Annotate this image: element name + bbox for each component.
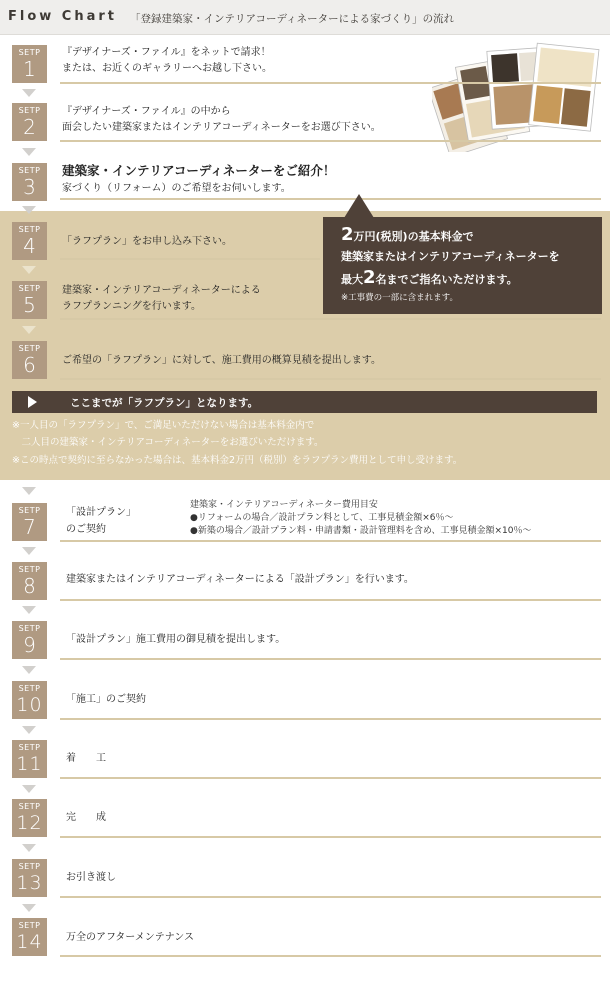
step-1-rule: [60, 82, 601, 84]
step-2-line-2: 面会したい建築家またはインテリアコーディネーターをお選び下さい。: [62, 122, 381, 133]
step-1-text: [62, 45, 272, 77]
step-label: SETP: [18, 921, 41, 930]
flow-arrow-icon: [22, 89, 36, 97]
step-14-rule: [60, 955, 601, 957]
step-label: SETP: [18, 344, 41, 353]
page-subtitle: 「登録建築家・インテリアコーディネーターによる家づくり」の流れ: [130, 13, 455, 25]
step-11-text: 着 工: [66, 753, 106, 764]
step-label: SETP: [18, 624, 41, 633]
step-8-text: 建築家またはインテリアコーディネーターによる「設計プラン」を行います。: [66, 574, 414, 585]
step-13-text: お引き渡し: [66, 872, 116, 883]
step-1-badge: [12, 45, 47, 83]
play-triangle-icon: [28, 396, 37, 408]
step-label: SETP: [18, 106, 41, 115]
callout-fee-number: 2: [341, 224, 354, 245]
callout-max-suffix: 名までご指名いただけます。: [375, 273, 518, 286]
step-number: 11: [16, 753, 43, 775]
flow-arrow-icon: [22, 785, 36, 793]
flow-arrow-icon: [22, 726, 36, 734]
step-number: 7: [23, 515, 36, 539]
callout-pointer: [344, 194, 374, 218]
step-label: SETP: [18, 684, 41, 693]
step-number: 2: [23, 115, 36, 139]
step-label: SETP: [18, 506, 41, 515]
step-5-line-1: 建築家・インテリアコーディネーターによる: [62, 285, 261, 296]
step-12-rule: [60, 836, 601, 838]
callout-line-3: [341, 268, 518, 290]
step-10-rule: [60, 718, 601, 720]
step-6-badge: [12, 341, 47, 379]
flow-arrow-icon: [22, 266, 36, 274]
step-9-rule: [60, 658, 601, 660]
step-label: SETP: [18, 802, 41, 811]
step-label: SETP: [18, 48, 41, 57]
fee-guide-title: 建築家・インテリアコーディネーター費用目安: [190, 500, 378, 510]
step-7-badge: [12, 503, 47, 541]
flow-arrow-icon: [22, 547, 36, 555]
step-1-line-2: または、お近くのギャラリーへお越し下さい。: [62, 63, 272, 74]
callout-line-2: 建築家またはインテリアコーディネーターを: [341, 250, 560, 263]
flow-arrow-icon: [22, 844, 36, 852]
step-number: 5: [23, 293, 36, 317]
flow-arrow-icon: [22, 666, 36, 674]
step-2-line-1: 『デザイナーズ・ファイル』の中から: [62, 106, 231, 117]
note-line-2: 二人目の建築家・インテリアコーディネーターをお選びいただけます。: [12, 437, 324, 448]
callout-note: ※工事費の一部に含まれます。: [341, 293, 458, 303]
step-8-rule: [60, 599, 601, 601]
step-number: 12: [16, 812, 43, 834]
step-number: 9: [23, 633, 36, 657]
flow-arrow-icon: [22, 487, 36, 495]
step-label: SETP: [18, 743, 41, 752]
flow-arrow-icon: [22, 326, 36, 334]
step-number: 3: [23, 175, 36, 199]
step-13-badge: [12, 859, 47, 897]
step-1-line-1: 『デザイナーズ・ファイル』をネットで請求！: [62, 47, 271, 58]
step-11-rule: [60, 777, 601, 779]
step-10-text: 「施工」のご契約: [66, 694, 146, 705]
step-8-badge: [12, 562, 47, 600]
step-9-badge: [12, 621, 47, 659]
step-5-text: [62, 283, 261, 315]
step-4-badge: [12, 222, 47, 260]
step-label: SETP: [18, 862, 41, 871]
step-label: SETP: [18, 225, 41, 234]
step-number: 10: [16, 694, 43, 716]
step-number: 1: [23, 57, 36, 81]
step-6-rule: [60, 378, 601, 380]
step-7-line-2: のご契約: [66, 524, 106, 535]
step-14-text: 万全のアフターメンテナンス: [66, 932, 194, 943]
step-7-rule: [60, 540, 601, 542]
rough-plan-end-bar: [12, 391, 597, 413]
callout-fee-text: 万円(税別)の基本料金で: [353, 230, 474, 243]
step-2-badge: [12, 103, 47, 141]
note-line-3: ※この時点で契約に至らなかった場合は、基本料金2万円（税別）をラフプラン費用として申し受けます。: [12, 455, 463, 466]
step-7-fee-guide: [190, 499, 532, 538]
step-label: SETP: [18, 166, 41, 175]
step-2-text: [62, 104, 381, 136]
step-number: 8: [23, 574, 36, 598]
step-7-text: [66, 504, 136, 538]
callout-line-1: [341, 225, 474, 247]
step-2-rule: [60, 140, 601, 142]
rough-plan-end-text: ここまでが「ラフプラン」となります。: [70, 397, 259, 409]
step-label: SETP: [18, 284, 41, 293]
step-4-rule: [60, 258, 320, 260]
page-header: [0, 0, 610, 35]
step-3-rule: [60, 198, 601, 200]
note-line-1: ※一人目の「ラフプラン」で、ご満足いただけない場合は基本料金内で: [12, 420, 315, 431]
step-5-badge: [12, 281, 47, 319]
step-4-text: 「ラフプラン」をお申し込み下さい。: [62, 236, 232, 247]
fee-guide-reform: ●リフォームの場合／設計プラン料として、工事見積金額×6％～: [190, 513, 454, 523]
step-12-badge: [12, 799, 47, 837]
flow-arrow-icon: [22, 606, 36, 614]
step-number: 13: [16, 872, 43, 894]
step-5-rule: [60, 318, 601, 320]
designers-file-brochure-image: [432, 40, 600, 152]
step-6-text: ご希望の「ラフプラン」に対して、施工費用の概算見積を提出します。: [62, 355, 381, 366]
flow-arrow-icon: [22, 148, 36, 156]
step-5-line-2: ラフプランニングを行います。: [62, 301, 201, 312]
fee-guide-new-build: ●新築の場合／設計プラン料・申請書類・設計管理料を含め、工事見積金額×10％～: [190, 526, 532, 536]
step-13-rule: [60, 896, 601, 898]
step-3-subtext: 家づくり（リフォーム）のご希望をお伺いします。: [62, 183, 291, 194]
step-7-line-1: 「設計プラン」: [66, 507, 136, 518]
page-title: Flow Chart: [8, 9, 117, 24]
basic-fee-callout: [323, 217, 602, 314]
step-number: 4: [23, 234, 36, 258]
callout-max-number: 2: [363, 267, 376, 288]
step-12-text: 完 成: [66, 812, 106, 823]
callout-max-prefix: 最大: [341, 273, 363, 286]
step-number: 14: [16, 931, 43, 953]
step-11-badge: [12, 740, 47, 778]
step-3-heading: 建築家・インテリアコーディネーターをご紹介！: [62, 163, 336, 178]
step-3-badge: [12, 163, 47, 201]
step-label: SETP: [18, 565, 41, 574]
flow-arrow-icon: [22, 904, 36, 912]
flow-arrow-icon: [22, 206, 36, 214]
step-14-badge: [12, 918, 47, 956]
step-number: 6: [23, 353, 36, 377]
step-10-badge: [12, 681, 47, 719]
step-9-text: 「設計プラン」施工費用の御見積を提出します。: [66, 634, 286, 645]
